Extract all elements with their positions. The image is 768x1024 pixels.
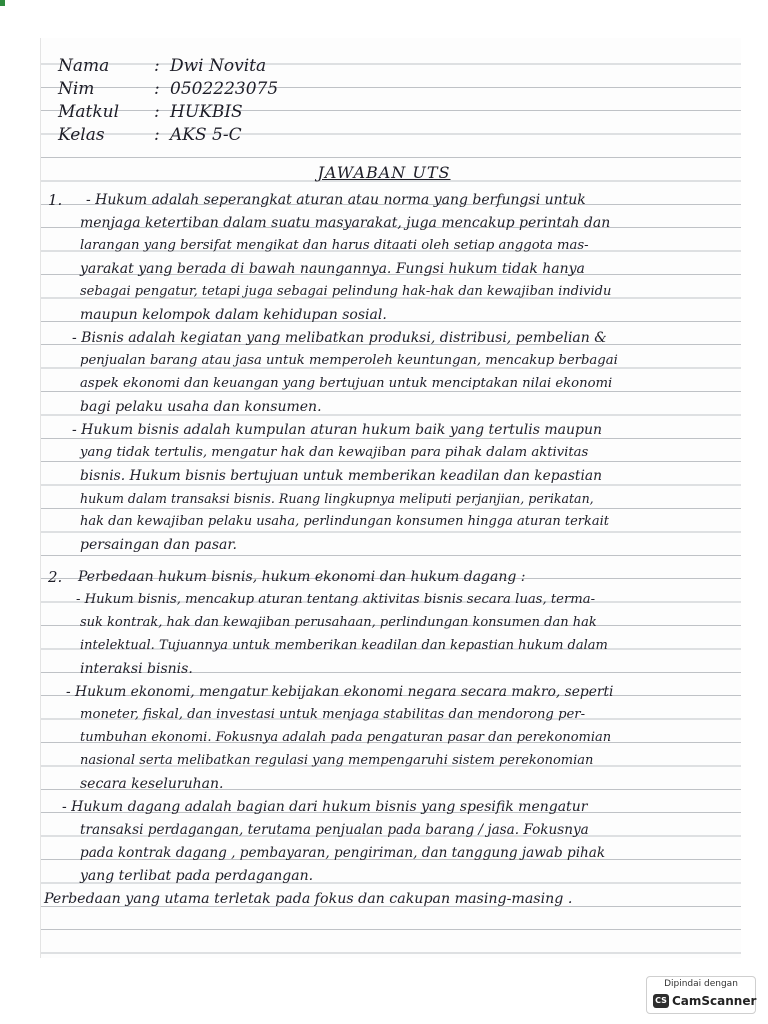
text-line: sebagai pengatur, tetapi juga sebagai pelindung hak-hak dan kewajiban individu xyxy=(80,284,612,299)
header-label: Matkul xyxy=(58,102,120,122)
text-line: menjaga ketertiban dalam suatu masyarakat, juga mencakup perintah dan xyxy=(80,215,611,231)
text-line: tumbuhan ekonomi. Fokusnya adalah pada pengaturan pasar dan perekonomian xyxy=(80,730,612,745)
header-value: 0502223075 xyxy=(170,79,279,99)
header-label: Nim xyxy=(58,79,95,99)
text-line: nasional serta melibatkan regulasi yang mempengaruhi sistem perekonomian xyxy=(80,753,594,768)
text-line: larangan yang bersifat mengikat dan harus ditaati oleh setiap anggota mas- xyxy=(80,238,589,253)
page-title: JAWABAN UTS xyxy=(317,163,451,182)
camscanner-logo-icon: CS xyxy=(653,994,669,1008)
text-line: suk kontrak, hak dan kewajiban perusahaan, perlindungan konsumen dan hak xyxy=(80,615,597,630)
header-row-nim xyxy=(58,78,478,100)
text-line: hukum dalam transaksi bisnis. Ruang lingkupnya meliputi perjanjian, perikatan, xyxy=(80,491,594,506)
header-label: Nama xyxy=(58,56,110,76)
text-line: aspek ekonomi dan keuangan yang bertujuan untuk menciptakan nilai ekonomi xyxy=(80,376,613,391)
watermark-caption: Dipindai dengan xyxy=(664,979,738,989)
text-line: pada kontrak dagang , pembayaran, pengiriman, dan tanggung jawab pihak xyxy=(80,845,606,861)
header-value: AKS 5-C xyxy=(170,125,242,145)
text-line: secara keseluruhan. xyxy=(80,776,224,792)
text-line: Perbedaan yang utama terletak pada fokus dan cakupan masing-masing . xyxy=(44,891,573,907)
question-number-1: 1. xyxy=(48,191,63,209)
header-row-name xyxy=(58,55,478,77)
text-line: - Bisnis adalah kegiatan yang melibatkan produksi, distribusi, pembelian & xyxy=(72,330,607,346)
camscanner-watermark xyxy=(646,976,756,1014)
text-line: yarakat yang berada di bawah naungannya. Fungsi hukum tidak hanya xyxy=(80,261,585,277)
text-line: yang tidak tertulis, mengatur hak dan kewajiban para pihak dalam aktivitas xyxy=(80,445,589,460)
text-line: Perbedaan hukum bisnis, hukum ekonomi dan hukum dagang : xyxy=(78,569,526,585)
text-line: moneter, fiskal, dan investasi untuk menjaga stabilitas dan mendorong per- xyxy=(80,707,586,722)
header-value: Dwi Novita xyxy=(170,56,267,76)
text-line: - Hukum ekonomi, mengatur kebijakan ekonomi negara secara makro, seperti xyxy=(66,684,614,700)
header-colon: : xyxy=(154,79,160,99)
text-line: bisnis. Hukum bisnis bertujuan untuk memberikan keadilan dan kepastian xyxy=(80,468,602,484)
text-line: penjualan barang atau jasa untuk memperoleh keuntungan, mencakup berbagai xyxy=(80,353,618,368)
text-line: - Hukum adalah seperangkat aturan atau norma yang berfungsi untuk xyxy=(86,192,586,208)
header-colon: : xyxy=(154,102,160,122)
camscanner-name: CamScanner xyxy=(672,994,757,1008)
header-row-kelas xyxy=(58,124,478,146)
text-line: persaingan dan pasar. xyxy=(80,537,237,553)
text-line: interaksi bisnis. xyxy=(80,661,193,677)
text-line: - Hukum bisnis adalah kumpulan aturan hukum baik yang tertulis maupun xyxy=(72,422,603,438)
header-label: Kelas xyxy=(58,125,105,145)
header-colon: : xyxy=(154,56,160,76)
corner-mark xyxy=(0,0,5,6)
text-line: maupun kelompok dalam kehidupan sosial. xyxy=(80,307,387,323)
question-number-2: 2. xyxy=(48,568,63,586)
header-value: HUKBIS xyxy=(170,102,243,122)
text-line: yang terlibat pada perdagangan. xyxy=(80,868,314,884)
header-row-matkul xyxy=(58,101,478,123)
text-line: hak dan kewajiban pelaku usaha, perlindungan konsumen hingga aturan terkait xyxy=(80,514,610,529)
header-colon: : xyxy=(154,125,160,145)
text-line: bagi pelaku usaha dan konsumen. xyxy=(80,399,322,415)
text-line: transaksi perdagangan, terutama penjualan pada barang / jasa. Fokusnya xyxy=(80,822,589,838)
text-line: - Hukum bisnis, mencakup aturan tentang aktivitas bisnis secara luas, terma- xyxy=(76,592,596,607)
text-line: - Hukum dagang adalah bagian dari hukum bisnis yang spesifik mengatur xyxy=(62,799,588,815)
text-line: intelektual. Tujuannya untuk memberikan keadilan dan kepastian hukum dalam xyxy=(80,638,608,653)
